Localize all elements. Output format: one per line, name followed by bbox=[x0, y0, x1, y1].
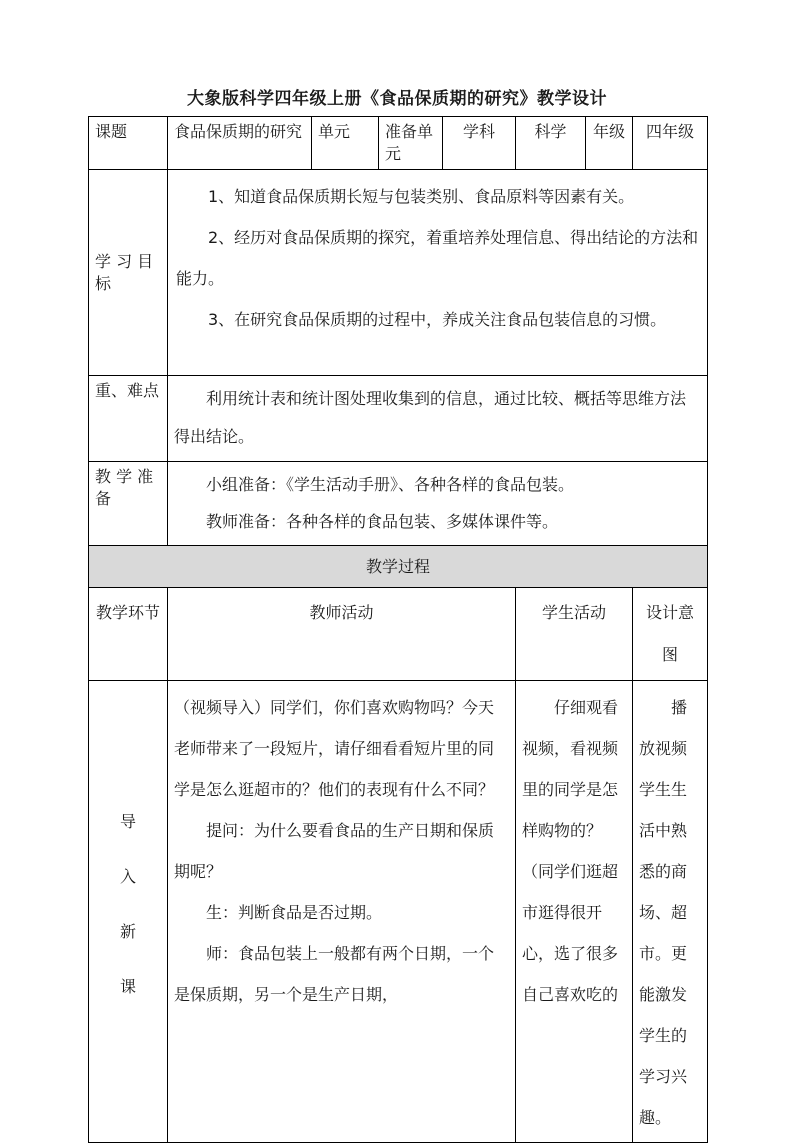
intro-row bbox=[89, 681, 708, 1143]
header-row bbox=[89, 117, 708, 170]
teacher-paragraph-3: 生：判断食品是否过期。 bbox=[206, 903, 383, 922]
lesson-plan-table bbox=[88, 116, 708, 1143]
teacher-paragraph-1: （视频导入）同学们，你们喜欢购物吗？今天老师带来了一段短片，请仔细看看短片里的同学是怎么逛超市的？他们的表现有什么不同？ bbox=[174, 698, 495, 799]
preparation-label: 教 学 准备 bbox=[89, 462, 168, 546]
intro-design-intent bbox=[633, 681, 708, 1143]
stage-char-4: 课 bbox=[119, 976, 136, 996]
key-points-row bbox=[89, 376, 708, 462]
objective-1: 1、知道食品保质期长短与包装类别、食品原料等因素有关。 bbox=[208, 187, 635, 206]
unit-value: 准备单元 bbox=[379, 117, 443, 170]
process-header: 教学过程 bbox=[89, 546, 708, 588]
design-intent-text: 播放视频学生生活中熟悉的商场、超市。更能激发学生的学习兴趣。 bbox=[639, 698, 688, 1127]
stage-char-2: 入 bbox=[119, 866, 136, 886]
objectives-content bbox=[168, 170, 708, 376]
unit-label: 单元 bbox=[312, 117, 379, 170]
preparation-content bbox=[168, 462, 708, 546]
key-points-label: 重、难点 bbox=[89, 376, 168, 462]
stage-char-1: 导 bbox=[119, 811, 136, 831]
preparation-row bbox=[89, 462, 708, 546]
intro-stage bbox=[89, 681, 168, 1143]
teacher-preparation: 教师准备：各种各样的食品包装、多媒体课件等。 bbox=[206, 512, 559, 531]
key-points-text: 利用统计表和统计图处理收集到的信息，通过比较、概括等思维方法得出结论。 bbox=[174, 389, 687, 446]
grade-value: 四年级 bbox=[633, 117, 708, 170]
grade-label: 年级 bbox=[586, 117, 633, 170]
teacher-paragraph-4: 师：食品包装上一般都有两个日期，一个是保质期，另一个是生产日期， bbox=[174, 944, 495, 1004]
objectives-row bbox=[89, 170, 708, 376]
col-student: 学生活动 bbox=[516, 588, 633, 681]
document-title: 大象版科学四年级上册《食品保质期的研究》教学设计 bbox=[187, 89, 607, 109]
group-preparation: 小组准备：《学生活动手册》、各种各样的食品包装。 bbox=[206, 475, 575, 494]
objective-3: 3、在研究食品保质期的过程中，养成关注食品包装信息的习惯。 bbox=[208, 310, 667, 329]
teacher-paragraph-2: 提问：为什么要看食品的生产日期和保质期呢？ bbox=[174, 821, 495, 881]
process-header-row bbox=[89, 546, 708, 588]
topic-value: 食品保质期的研究 bbox=[168, 117, 312, 170]
stage-char-3: 新 bbox=[119, 921, 136, 941]
col-teacher: 教师活动 bbox=[168, 588, 516, 681]
topic-label: 课题 bbox=[89, 117, 168, 170]
objective-2: 2、经历对食品保质期的探究，着重培养处理信息、得出结论的方法和能力。 bbox=[176, 228, 699, 288]
key-points-content bbox=[168, 376, 708, 462]
student-activity-text: 仔细观看视频，看视频里的同学是怎样购物的？（同学们逛超市逛得很开心，选了很多自己喜欢吃的 bbox=[522, 698, 619, 1004]
intro-student-activity bbox=[516, 681, 633, 1143]
col-stage: 教学环节 bbox=[89, 588, 168, 681]
objectives-label: 学 习 目标 bbox=[89, 170, 168, 376]
col-intent: 设计意图 bbox=[633, 588, 708, 681]
subject-label: 学科 bbox=[443, 117, 516, 170]
intro-teacher-activity bbox=[168, 681, 516, 1143]
subject-value: 科学 bbox=[516, 117, 586, 170]
process-columns-row bbox=[89, 588, 708, 681]
